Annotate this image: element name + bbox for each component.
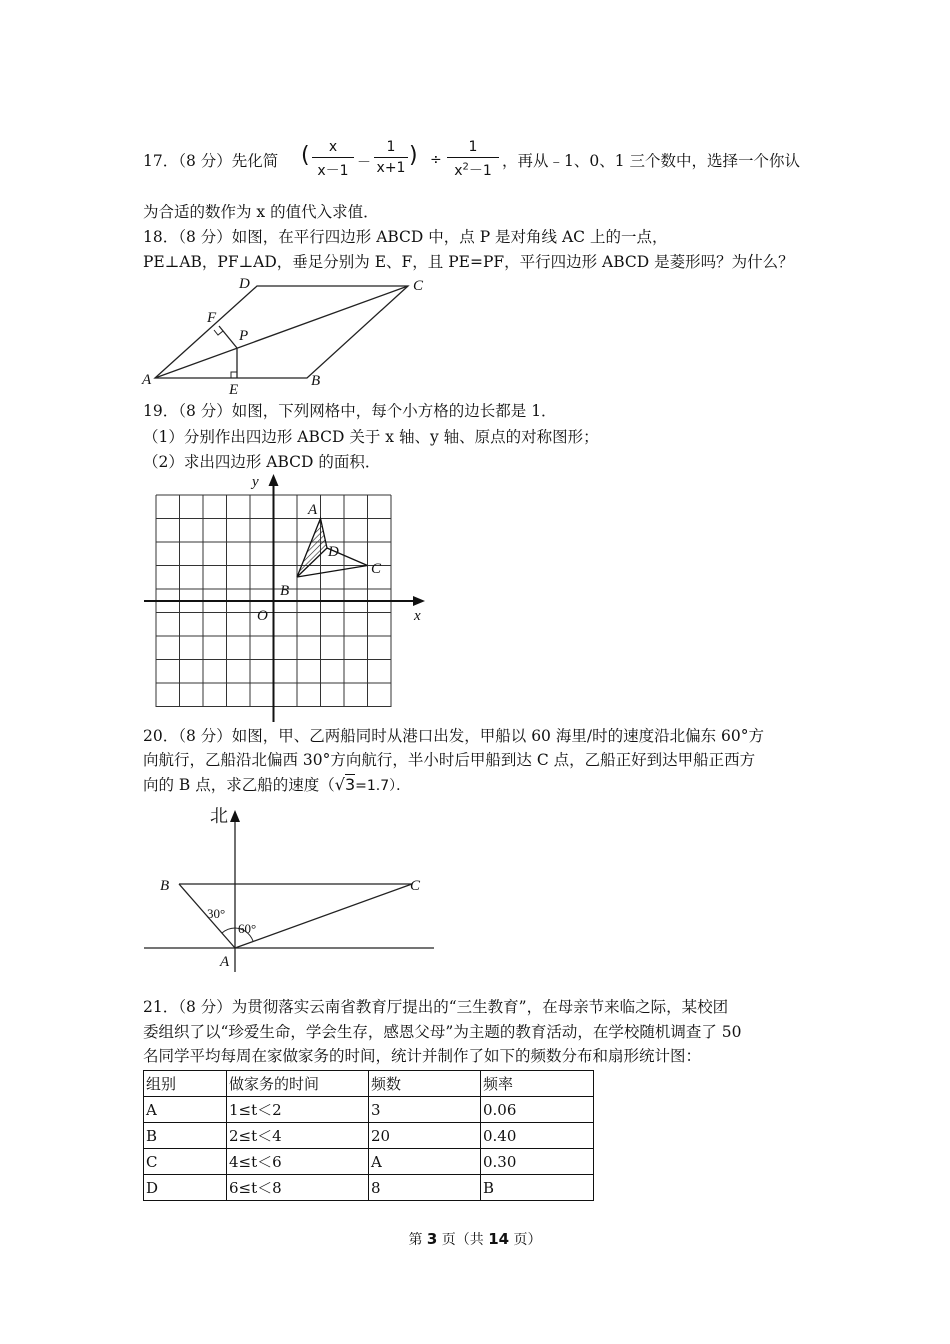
label-f: F [207,310,217,326]
q17-line2: 为合适的数作为 x 的值代入求值． [143,203,379,221]
segment-ac [235,884,412,948]
q20-line2: 向航行，乙船沿北偏西 30°方向航行，半小时后甲船到达 C 点，乙船正好到达甲船正西方 [143,751,756,769]
table-cell: A [369,1149,481,1175]
label-a: A [142,372,152,388]
label-x: x [414,608,421,624]
table-cell: 1≤t＜2 [227,1097,369,1123]
label-c: C [413,278,424,294]
label-p: P [239,328,249,344]
q18-line1: 18．（8 分）如图，在平行四边形 ABCD 中，点 P 是对角线 AC 上的一点， [143,228,668,246]
right-angle-mark-f [214,330,223,335]
footer-mid: 页（共 [437,1232,489,1248]
table-row [144,1175,594,1201]
q17-frac3-den-exp: 2 [462,161,469,173]
label-a: A [308,502,318,518]
q21-line1: 21．（8 分）为贯彻落实云南省教育厅提出的“三生教育”，在母亲节来临之际，某校团 [143,998,729,1016]
label-y: y [252,474,259,490]
q19-line1: 19．（8 分）如图，下列网格中，每个小方格的边长都是 1． [143,402,557,420]
table-cell: B [144,1123,227,1149]
q17-frac3-den-rest: －1 [468,163,492,179]
table-row [144,1149,594,1175]
footer-page-number: 3 [426,1230,438,1248]
table-header-cell: 频数 [369,1071,481,1097]
q19-line3: （2）求出四边形 ABCD 的面积． [143,453,381,471]
footer-post: 页） [509,1232,542,1248]
q17-frac1-num: x [328,139,338,155]
table-row [144,1123,594,1149]
q17-frac3-den-base: x [454,163,463,179]
perpendicular-pf [219,326,237,348]
q17-frac3-num: 1 [468,139,478,155]
table-cell: B [481,1175,594,1201]
page-footer [0,1229,950,1249]
q17-suffix: ，再从﹣1、0、1 三个数中，选择一个你认 [502,152,801,170]
q19-line2: （1）分别作出四边形 ABCD 关于 x 轴、y 轴、原点的对称图形； [143,428,599,446]
q17-fraction-2 [374,139,408,176]
q17-minus: － [357,155,371,171]
label-c: C [410,878,421,894]
label-a: A [220,954,230,970]
footer-pre: 第 [408,1232,427,1248]
table-cell: A [144,1097,227,1123]
q17-open-paren: ( [301,143,310,168]
diagonal-ac [155,286,408,378]
label-north: 北 [210,806,228,826]
label-b: B [160,878,170,894]
frequency-table [143,1070,594,1201]
label-o: O [257,608,268,624]
table-cell: 0.06 [481,1097,594,1123]
q20-line1: 20．（8 分）如图，甲、乙两船同时从港口出发，甲船以 60 海里/时的速度沿北偏东 60°方 [143,727,764,745]
table-header-cell: 频率 [481,1071,594,1097]
q21-line2: 委组织了以“珍爱生命，学会生存，感恩父母”为主题的教育活动，在学校随机调查了 50 [143,1023,742,1041]
table-header-cell: 组别 [144,1071,227,1097]
label-angle-60: 60° [238,921,257,936]
table-cell: 3 [369,1097,481,1123]
q17-fraction-3 [447,139,499,180]
table-header-cell: 做家务的时间 [227,1071,369,1097]
table-cell: 0.30 [481,1149,594,1175]
q17-divide: ÷ [430,152,442,168]
angle-arc-30 [222,928,235,933]
table-cell: 6≤t＜8 [227,1175,369,1201]
table-cell: 0.40 [481,1123,594,1149]
label-e: E [229,382,239,398]
table-cell: C [144,1149,227,1175]
q20-sqrt-value: 3 [344,775,356,794]
q20-line3: 向的 B 点，求乙船的速度（√3=1.7）． [143,775,411,794]
q17-close-paren: ) [409,143,418,168]
table-cell: 4≤t＜6 [227,1149,369,1175]
right-angle-mark-e [231,372,237,378]
q17-frac2-num: 1 [386,139,396,155]
label-b: B [311,373,321,389]
q17-frac2-den: x+1 [376,160,406,176]
table-header-row [144,1071,594,1097]
label-d: D [239,276,250,292]
q21-line3: 名同学平均每周在家做家务的时间，统计并制作了如下的频数分布和扇形统计图： [143,1047,702,1065]
q18-line2: PE⊥AB，PF⊥AD，垂足分别为 E、F，且 PE=PF，平行四边形 ABCD 是菱形吗？为什么？ [143,253,794,271]
north-arrow-icon [230,810,240,822]
table-cell: D [144,1175,227,1201]
table-row [144,1097,594,1123]
q17-fraction-1 [312,139,354,180]
table-cell: 20 [369,1123,481,1149]
footer-total-pages: 14 [488,1230,510,1248]
label-d: D [328,544,339,560]
q20-line3-b: =1.7）． [355,778,411,794]
q20-navigation-figure [140,800,440,972]
table-cell: 8 [369,1175,481,1201]
q20-line3-a: 向的 B 点，求乙船的速度（ [143,776,335,794]
q17-prefix: 17．（8 分）先化简 [143,152,279,170]
label-c: C [371,561,382,577]
label-angle-30: 30° [207,906,226,921]
q18-parallelogram-figure [135,270,435,400]
hatched-triangle-abd [297,519,327,578]
table-cell: 2≤t＜4 [227,1123,369,1149]
q17-frac1-den: x－1 [317,163,349,179]
label-b: B [280,583,290,599]
q19-grid-figure [140,470,440,725]
